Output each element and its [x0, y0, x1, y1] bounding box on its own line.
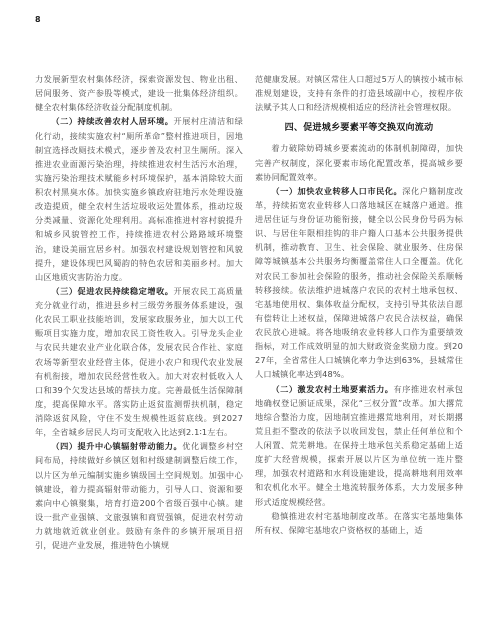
- paragraph-text: 着力破除妨碍城乡要素流动的体制机制障碍，加快完善产权制度，深化要素市场化配置改革，提高城乡要素协同配置效率。: [255, 143, 463, 182]
- paragraph: [35, 72, 243, 114]
- paragraph-lead: （三）促进农民持续稳定增收。: [51, 285, 174, 296]
- paragraph-lead: （二）激发农村土地要素活力。: [271, 383, 394, 394]
- paragraph-text: 优化调整乡村空间布局，持续做好乡镇区划和村级建制调整后续工作，以片区为单元编制实施乡镇级国土空间规划。加强中心镇建设，着力提高辐射带动能力，引导人口、资源和要素向中心镇聚集，培育打造200个省级百强中心镇。建设一批产业强镇、文旅强镇和商贸强镇，促进农村劳动力就地就近就业创业。鼓励有条件的乡镇开展项目招引，促进产业发展，推进特色小镇规: [35, 441, 243, 551]
- paragraph: [35, 114, 243, 284]
- paragraph-text: 范健康发展。对镇区常住人口超过5万人的镇按小城市标准规划建设，支持有条件的打造县域副中心，按程序依法赋予其人口和经济规模相适应的经济社会管理权限。: [255, 74, 463, 113]
- paragraph: [35, 439, 243, 552]
- paragraph-text: 开展村庄清洁和绿化行动，接续实施农村“厕所革命”整村推进项目，因地制宜选择改厕技术模式，逐步普及农村卫生厕所。深入推进农业面源污染治理，持续推进农村生活污水治理，实施污染治理技术赋能乡村环境保护，基本消除较大面积农村黑臭水体。加快实施乡镇政府驻地污水处理设施改造提质，健全农村生活垃圾收运处置体系，推动垃圾分类减量、资源化处理利用。高标准推进村容村貌提升和城乡风貌管控工作，持续推进农村公路路域环境整治，建设美丽宜居乡村。加强农村建设规划管控和风貌提升，建设体现巴风蜀韵的特色农居和美丽乡村。加大山区地质灾害防治力度。: [35, 116, 243, 282]
- paragraph: [255, 509, 463, 537]
- paragraph: [255, 184, 463, 382]
- paragraph: [35, 284, 243, 439]
- right-column: [255, 72, 463, 537]
- paragraph: [255, 382, 463, 509]
- paragraph-lead: （二）持续改善农村人居环境。: [51, 116, 174, 127]
- paragraph-text: 稳慎推进农村宅基地制度改革。在落实宅基地集体所有权、保障宅基地农户资格权的基础上，适: [255, 510, 463, 535]
- paragraph-lead: （一）加快农业转移人口市民化。: [271, 185, 403, 196]
- paragraph-text: 深化户籍制度改革，持续拓宽农业转移人口落地城区在城落户通道。推进居住证与身份证功能衔接，健全以公民身份号码为标识、与居住年限相挂钩的非户籍人口基本公共服务提供机制，推动教育、卫生、社会保险、就业服务、住房保障等城镇基本公共服务均衡覆盖常住人口全覆盖。优化对农民工参加社会保险的服务，推动社会保险关系顺畅转移接续。依法维护进城落户农民的农村土地承包权、宅基地使用权、集体收益分配权，支持引导其依法自愿有偿转让上述权益，保障进城落户农民合法权益，确保农民放心进城。将各地吸纳农业转移人口作为重要绩效指标，对工作成效明显的加大财政资金奖励力度。到2027年，全省常住人口城镇化率力争达到63%，县城常住人口城镇化率达到48%。: [255, 185, 463, 380]
- paragraph-text: 开展农民工高质量充分就业行动，推进县乡村三级劳务服务体系建设，强化农民工职业技能培训，发展家政服务业，加大以工代赈项目实施力度，增加农民工资性收入。引导龙头企业与农民共建农业产业化联合体，发展农民合作社、家庭农场等新型农业经营主体，促进小农户和现代农业发展有机衔接，增加农民经营性收入。加大对农村低收入人口和39个欠发达县域的帮扶力度。完善最低生活保障制度，提高保障水平。落实防止返贫监测帮扶机制，稳定消除返贫风险，守住不发生规模性返贫底线。到2027年，全省城乡居民人均可支配收入比达到2.1∶1左右。: [35, 285, 243, 438]
- paragraph-text: 力发展新型农村集体经济，探索资源发包、物业出租、居间服务、资产参股等模式，建设一批集体经济组织。健全农村集体经济收益分配制度机制。: [35, 74, 243, 113]
- left-column: [35, 72, 243, 552]
- paragraph-lead: （四）提升中心镇辐射带动能力。: [51, 441, 183, 452]
- section-heading: 四、促进城乡要素平等交换双向流动: [284, 123, 434, 134]
- paragraph: [255, 72, 463, 114]
- paragraph-text: 有序推进农村承包地确权登记颁证成果，深化“三权分置”改革。加大撂荒地综合整治力度，因地制宜推进撂荒地利用，对长期撂荒且拒不整改的依法予以收回发包，禁止任何单位和个人闲置、荒芜耕地。在保持土地承包关系稳定基础上适度扩大经营规模，探索开展以片区为单位统一连片整理，加强农村道路和水利设施建设，提高耕地利用效率和农机化水平。健全土地流转服务体系，大力发展多种形式适度规模经营。: [255, 383, 463, 507]
- page-number: 8: [35, 15, 41, 24]
- paragraph: [255, 141, 463, 183]
